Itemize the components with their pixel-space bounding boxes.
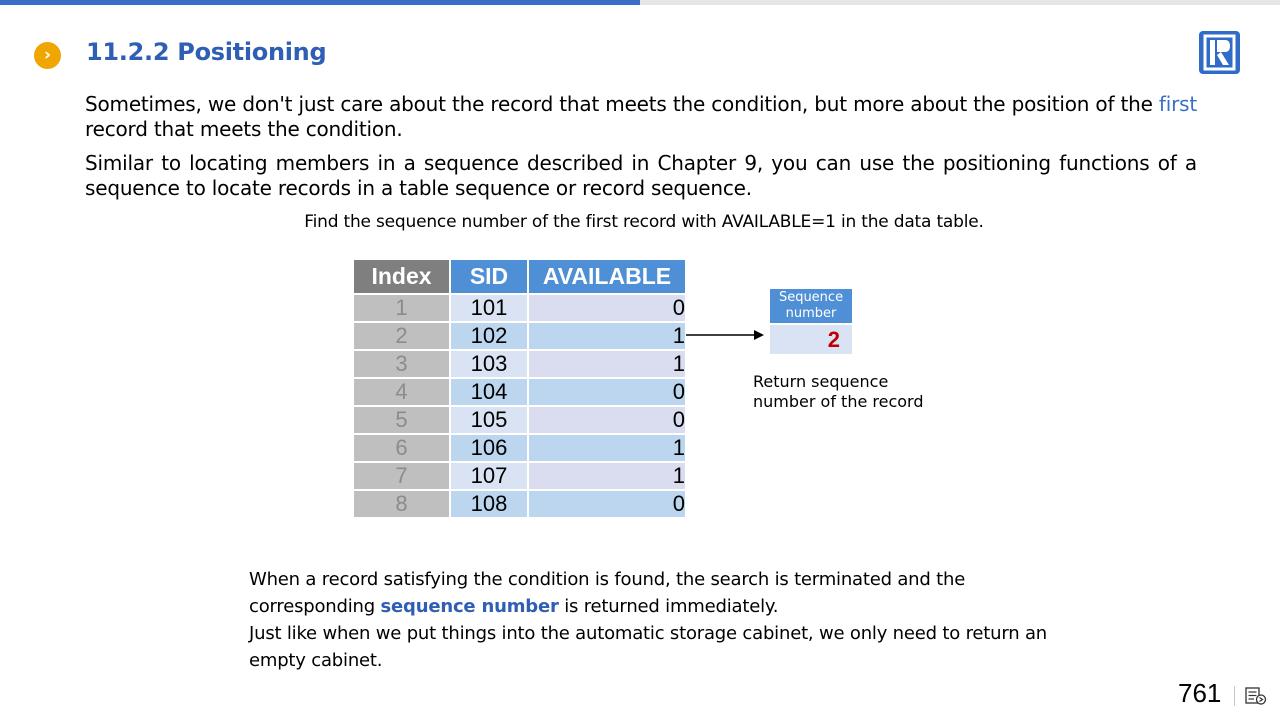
index-cell: 1 xyxy=(353,294,450,322)
available-cell: 0 xyxy=(528,294,686,322)
sid-cell: 101 xyxy=(450,294,528,322)
explanation-text-part: is returned immediately. xyxy=(564,596,779,617)
available-cell: 0 xyxy=(528,406,686,434)
explanation-line: empty cabinet. xyxy=(249,650,383,671)
slide-menu-icon[interactable] xyxy=(1245,686,1267,706)
table-row xyxy=(353,406,686,434)
sequence-number-header-line: Sequence xyxy=(778,290,844,305)
intro-text: Sometimes, we don't just care about the record that meets the condition, but more about the position of the xyxy=(85,92,1153,116)
return-note-line: Return sequence xyxy=(753,372,889,391)
return-note-line: number of the record xyxy=(753,392,924,411)
data-table xyxy=(352,258,687,519)
explanation-line xyxy=(249,593,1079,620)
available-cell: 1 xyxy=(528,462,686,490)
return-note xyxy=(753,372,953,412)
index-cell: 2 xyxy=(353,322,450,350)
explanation-highlight: sequence number xyxy=(380,596,559,617)
column-header-index: Index xyxy=(353,259,450,294)
explanation-line: Just like when we put things into the automatic storage cabinet, we only need to return an xyxy=(249,623,1047,644)
progress-track xyxy=(0,0,1280,5)
index-cell: 7 xyxy=(353,462,450,490)
explanation-line: When a record satisfying the condition is found, the search is terminated and the xyxy=(249,569,966,590)
index-cell: 4 xyxy=(353,378,450,406)
available-cell: 1 xyxy=(528,434,686,462)
sequence-number-header xyxy=(770,289,852,323)
sid-cell: 105 xyxy=(450,406,528,434)
index-cell: 5 xyxy=(353,406,450,434)
column-header-available: AVAILABLE xyxy=(528,259,686,294)
sequence-number-text: 2 xyxy=(827,327,840,352)
sequence-number-header-line: number xyxy=(785,306,837,321)
table-header-row xyxy=(353,259,686,294)
explanation-text-part: corresponding xyxy=(249,596,375,617)
table-row xyxy=(353,378,686,406)
figure-caption: Find the sequence number of the first record with AVAILABLE=1 in the data table. xyxy=(304,212,984,232)
table-row xyxy=(353,490,686,518)
arrow-right-icon xyxy=(686,328,766,342)
progress-fill xyxy=(0,0,640,5)
intro-text: record that meets the condition. xyxy=(85,117,403,141)
available-cell: 1 xyxy=(528,322,686,350)
sequence-number-value xyxy=(770,325,852,354)
sid-cell: 108 xyxy=(450,490,528,518)
sid-cell: 103 xyxy=(450,350,528,378)
sid-cell: 107 xyxy=(450,462,528,490)
table-row xyxy=(353,434,686,462)
available-cell: 0 xyxy=(528,378,686,406)
explanation-text xyxy=(249,566,1079,674)
page-number: 761 xyxy=(1178,678,1222,708)
logo-icon xyxy=(1199,31,1240,74)
intro-highlight-first: first xyxy=(1158,92,1197,116)
intro-paragraph-2: Similar to locating members in a sequence described in Chapter 9, you can use the positioning functions of a sequence to locate records in a table sequence or record sequence. xyxy=(85,151,1197,200)
footer-divider xyxy=(1234,686,1235,706)
table-row xyxy=(353,462,686,490)
intro-paragraph-1 xyxy=(85,92,1197,142)
index-cell: 6 xyxy=(353,434,450,462)
sid-cell: 104 xyxy=(450,378,528,406)
table-row xyxy=(353,350,686,378)
sid-cell: 102 xyxy=(450,322,528,350)
table-row xyxy=(353,294,686,322)
available-cell: 0 xyxy=(528,490,686,518)
index-cell: 3 xyxy=(353,350,450,378)
column-header-sid: SID xyxy=(450,259,528,294)
chevron-right-icon: › xyxy=(34,42,61,69)
index-cell: 8 xyxy=(353,490,450,518)
page-title: 11.2.2 Positioning xyxy=(86,38,327,66)
available-cell: 1 xyxy=(528,350,686,378)
sid-cell: 106 xyxy=(450,434,528,462)
table-row xyxy=(353,322,686,350)
